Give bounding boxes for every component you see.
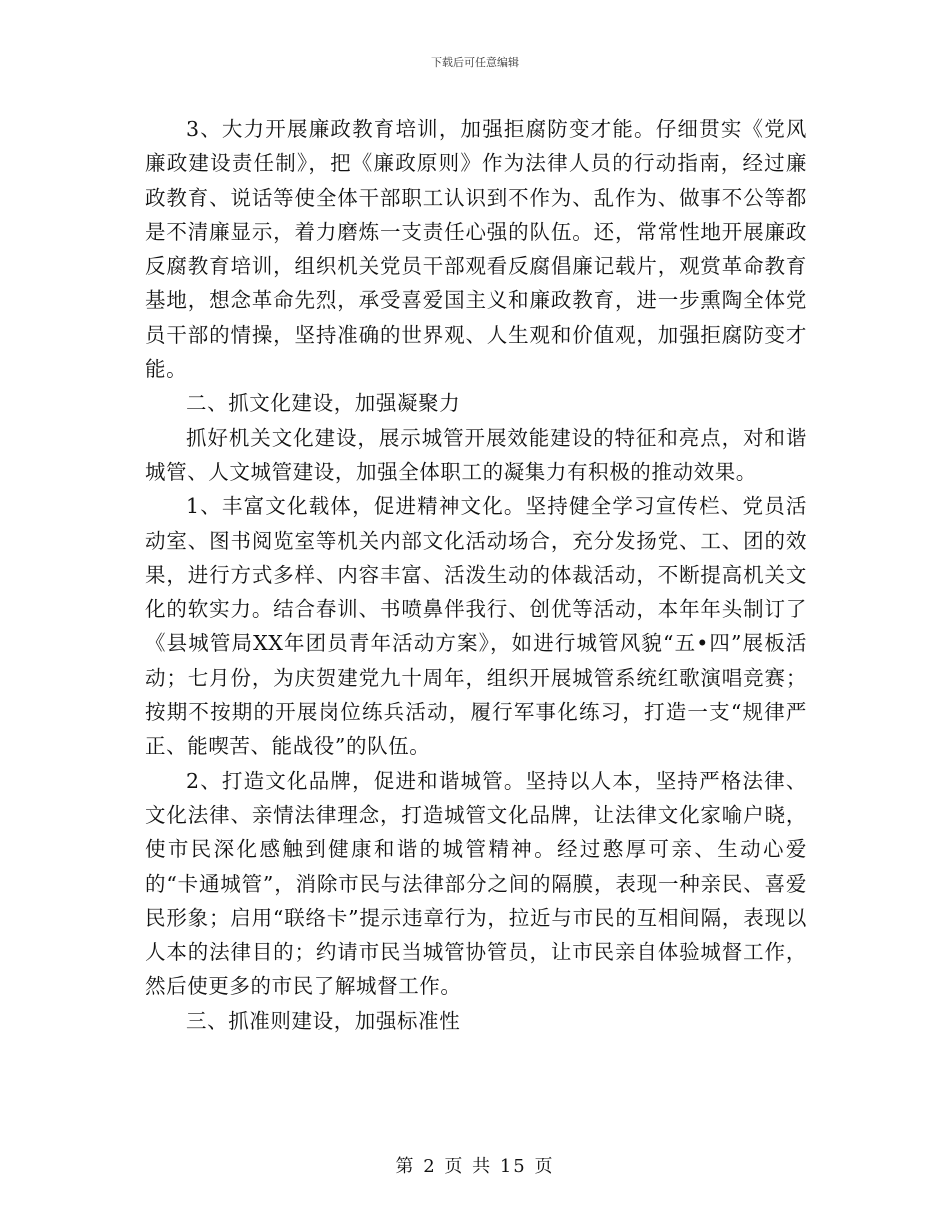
document-body xyxy=(145,112,807,1038)
section-heading-standards: 三、抓准则建设，加强标准性 xyxy=(186,1008,461,1033)
paragraph-culture-intro: 抓好机关文化建设，展示城管开展效能建设的特征和亮点，对和谐城管、人文城管建设，加强全体职工的凝集力有积极的推动效果。 xyxy=(145,425,807,484)
section-heading-culture: 二、抓文化建设，加强凝聚力 xyxy=(186,391,461,416)
page-header-note: 下载后可任意编辑 xyxy=(431,56,519,69)
paragraph-culture-brand: 2、打造文化品牌，促进和谐城管。坚持以人本，坚持严格法律、文化法律、亲情法律理念，打造城管文化品牌，让法律文化家喻户晓，使市民深化感触到健康和谐的城管精神。经过憨厚可亲、生动心爱的“卡通城管”，消除市民与法律部分之间的隔膜，表现一种亲民、喜爱民形象；启用“联络卡”提示违章行为，拉近与市民的互相间隔，表现以人本的法律目的；约请市民当城管协管员，让市民亲自体验城督工作，然后使更多的市民了解城督工作。 xyxy=(145,768,807,999)
page-number: 第 2 页 共 15 页 xyxy=(395,1156,555,1177)
paragraph-integrity-training: 3、大力开展廉政教育培训，加强拒腐防变才能。仔细贯实《党风廉政建设责任制》，把《廉政原则》作为法律人员的行动指南，经过廉政教育、说话等使全体干部职工认识到不作为、乱作为、做事不公等都是不清廉显示，着力磨炼一支责任心强的队伍。还，常常性地开展廉政反腐教育培训，组织机关党员干部观看反腐倡廉记载片，观赏革命教育基地，想念革命先烈，承受喜爱国主义和廉政教育，进一步熏陶全体党员干部的情操，坚持准确的世界观、人生观和价值观，加强拒腐防变才能。 xyxy=(145,117,807,382)
paragraph-culture-carriers: 1、丰富文化载体，促进精神文化。坚持健全学习宣传栏、党员活动室、图书阅览室等机关内部文化活动场合，充分发扬党、工、团的效果，进行方式多样、内容丰富、活泼生动的体裁活动，不断提高机关文化的软实力。结合春训、书喷鼻伴我行、创优等活动，本年年头制订了《县城管局XX年团员青年活动方案》，如进行城管风貌“五•四”展板活动；七月份，为庆贺建党九十周年，组织开展城管系统红歌演唱竞赛；按期不按期的开展岗位练兵活动，履行军事化练习，打造一支“规律严正、能喫苦、能战役”的队伍。 xyxy=(145,494,807,759)
